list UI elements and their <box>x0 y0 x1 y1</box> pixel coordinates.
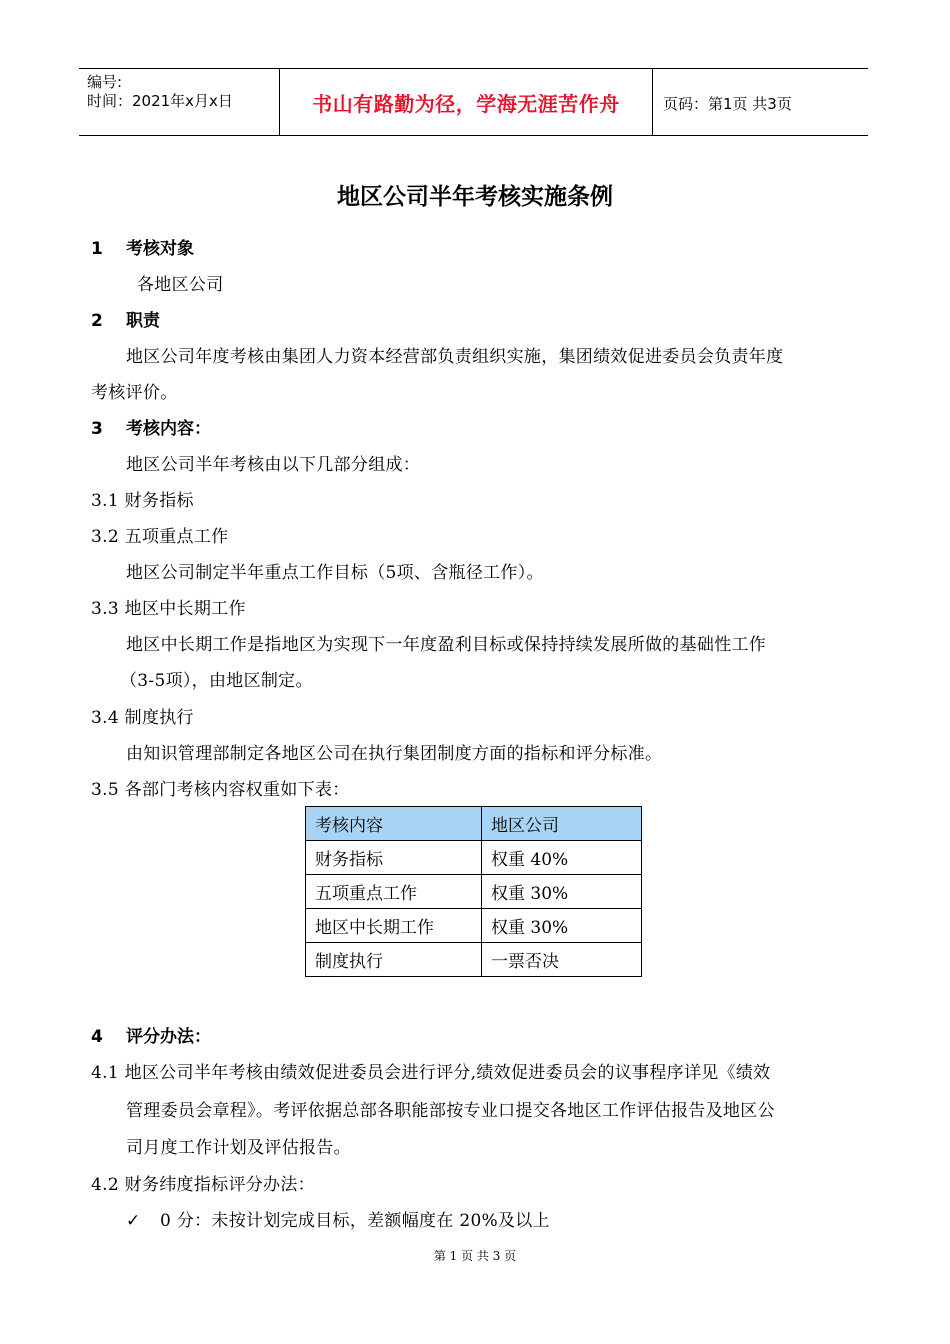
table-row <box>306 943 642 977</box>
section-heading <box>91 306 160 331</box>
subsection-title: 3.1 财务指标 <box>91 491 194 511</box>
paragraph: 司月度工作计划及评估报告。 <box>126 1138 351 1158</box>
subsection-title: 3.5 各部门考核内容权重如下表： <box>91 780 350 800</box>
paragraph: 4.1 地区公司半年考核由绩效促进委员会进行评分,绩效促进委员会的议事程序详见《绩效 <box>91 1063 771 1083</box>
table-cell: 五项重点工作 <box>306 875 482 909</box>
paragraph: 由知识管理部制定各地区公司在执行集团制度方面的指标和评分标准。 <box>126 744 663 764</box>
paragraph: 各地区公司 <box>137 275 224 295</box>
table-cell: 一票否决 <box>482 943 642 977</box>
header-page-info: 页码：第1页 共3页 <box>663 95 792 113</box>
header-motto: 书山有路勤为径，学海无涯苦作舟 <box>312 91 620 116</box>
section-number: 3 <box>91 419 103 439</box>
bullet-item <box>126 1206 550 1231</box>
table-header-row <box>306 807 642 841</box>
paragraph: 地区中长期工作是指地区为实现下一年度盈利目标或保持持续发展所做的基础性工作 <box>126 635 767 655</box>
table-header-cell: 考核内容 <box>306 807 482 841</box>
paragraph: 地区公司制定半年重点工作目标（5项、含瓶径工作）。 <box>126 563 544 583</box>
section-heading <box>91 1022 211 1047</box>
table-header-cell: 地区公司 <box>482 807 642 841</box>
subsection-title: 3.2 五项重点工作 <box>91 527 229 547</box>
paragraph: （3-5项），由地区制定。 <box>120 671 313 691</box>
section-title: 考核内容： <box>126 419 211 439</box>
table-cell: 制度执行 <box>306 943 482 977</box>
section-number: 4 <box>91 1027 103 1047</box>
doc-code-label: 编号: <box>87 73 123 91</box>
document-title: 地区公司半年考核实施条例 <box>337 184 613 210</box>
table-row <box>306 841 642 875</box>
table-cell: 地区中长期工作 <box>306 909 482 943</box>
table-row <box>306 875 642 909</box>
table-cell: 权重 30% <box>482 875 642 909</box>
subsection-title: 3.3 地区中长期工作 <box>91 599 246 619</box>
table-row <box>306 909 642 943</box>
subsection-title: 4.2 财务纬度指标评分办法： <box>91 1175 315 1195</box>
table-cell: 权重 40% <box>482 841 642 875</box>
section-heading <box>91 234 194 259</box>
section-number: 2 <box>91 311 103 331</box>
table-cell: 权重 30% <box>482 909 642 943</box>
section-title: 考核对象 <box>126 239 194 259</box>
section-heading <box>91 414 211 439</box>
doc-time: 时间：2021年x月x日 <box>87 92 233 110</box>
header-meta <box>87 73 233 111</box>
section-title: 职责 <box>126 311 160 331</box>
subsection-title: 3.4 制度执行 <box>91 708 194 728</box>
page-header <box>79 68 868 136</box>
bullet-text: 0 分：未按计划完成目标，差额幅度在 20%及以上 <box>160 1211 550 1231</box>
page-footer: 第 1 页 共 3 页 <box>433 1249 517 1263</box>
checkmark-icon: ✓ <box>126 1211 141 1231</box>
paragraph: 管理委员会章程》。考评依据总部各职能部按专业口提交各地区工作评估报告及地区公 <box>126 1101 775 1121</box>
section-title: 评分办法： <box>126 1027 211 1047</box>
table-cell: 财务指标 <box>306 841 482 875</box>
header-divider <box>652 69 653 135</box>
paragraph: 地区公司半年考核由以下几部分组成： <box>126 455 421 475</box>
section-number: 1 <box>91 239 103 259</box>
weight-table <box>305 806 642 977</box>
paragraph: 考核评价。 <box>91 383 178 403</box>
paragraph: 地区公司年度考核由集团人力资本经营部负责组织实施，集团绩效促进委员会负责年度 <box>126 347 784 367</box>
